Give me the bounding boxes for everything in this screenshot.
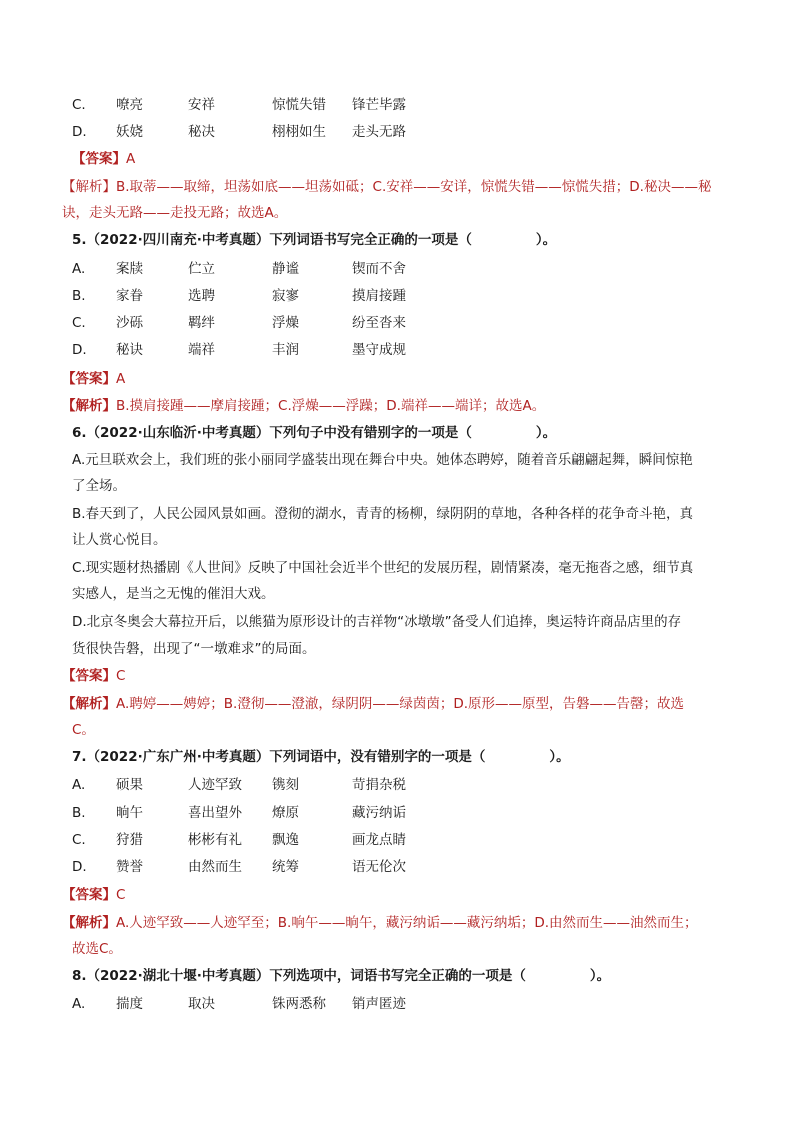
q6-option-c-line2: 实感人，是当之无愧的催泪大戏。 <box>72 586 275 602</box>
q7-answer: 【答案】C <box>62 887 126 903</box>
q5-option-b: B. 家眷 选聘 寂寥 摸肩接踵 <box>72 288 406 304</box>
q6-answer: 【答案】C <box>62 668 126 684</box>
q6-option-c-line1: C.现实题材热播剧《人世间》反映了中国社会近半个世纪的发展历程，剧情紧凑，毫无拖沓之感，细节真 <box>72 560 694 576</box>
q7-analysis-line2: 故选C。 <box>72 941 122 957</box>
q6-option-b-line1: B.春天到了，人民公园风景如画。澄彻的湖水，青青的杨柳，绿阴阴的草地，各种各样的花争奇斗艳，真 <box>72 506 694 522</box>
q7-analysis-line1: 【解析】A.人迹罕致——人迹罕至；B.响午——晌午，藏污纳诟——藏污纳垢；D.由然而生——油然而生； <box>62 915 698 931</box>
q8-option-a: A. 揣度 取决 铢两悉称 销声匿迹 <box>72 996 406 1012</box>
q6-option-a-line2: 了全场。 <box>72 478 126 494</box>
q5-answer: 【答案】A <box>62 371 126 387</box>
q6-option-a-line1: A.元旦联欢会上，我们班的张小丽同学盛装出现在舞台中央。她体态聘婷，随着音乐翩翩起舞，瞬间惊艳 <box>72 452 693 468</box>
q5-option-a: A. 案牍 伫立 静谧 锲而不舍 <box>72 261 406 277</box>
q7-option-d: D. 赞誉 由然而生 统筹 语无伦次 <box>72 859 406 875</box>
q4-answer: 【答案】A <box>72 151 136 167</box>
q6-stem: 6.（2022·山东临沂·中考真题）下列句子中没有错别字的一项是（ ）。 <box>72 425 557 441</box>
q7-stem: 7.（2022·广东广州·中考真题）下列词语中，没有错别字的一项是（ ）。 <box>72 749 570 765</box>
q5-analysis: 【解析】B.摸肩接踵——摩肩接踵；C.浮燥——浮躁；D.端祥——端详；故选A。 <box>62 398 546 414</box>
q5-stem: 5.（2022·四川南充·中考真题）下列词语书写完全正确的一项是（ ）。 <box>72 232 557 248</box>
q4-option-d: D. 妖娆 秘决 栩栩如生 走头无路 <box>72 124 406 140</box>
q4-option-c: C. 嘹亮 安祥 惊慌失错 锋芒毕露 <box>72 97 406 113</box>
q6-option-d-line1: D.北京冬奥会大幕拉开后，以熊猫为原形设计的吉祥物“冰墩墩”备受人们追捧，奥运特许商品店里的存 <box>72 614 682 630</box>
q6-analysis-line2: C。 <box>72 722 95 738</box>
q6-option-d-line2: 货很快告磐，出现了“一墩难求”的局面。 <box>72 641 316 657</box>
q6-option-b-line2: 让人赏心悦目。 <box>72 532 167 548</box>
q7-option-c: C. 狩猎 彬彬有礼 飘逸 画龙点睛 <box>72 832 406 848</box>
q4-analysis: 【解析】B.取蒂——取缔，坦荡如底——坦荡如砥；C.安祥——安详，惊慌失错——惊慌失措；D.秘决——秘诀，走头无路——走投无路；故选A。 <box>62 179 712 221</box>
q8-stem: 8.（2022·湖北十堰·中考真题）下列选项中，词语书写完全正确的一项是（ ）。 <box>72 968 611 984</box>
q7-option-a: A. 硕果 人迹罕致 镌刻 苛捐杂税 <box>72 777 406 793</box>
q7-option-b: B. 晌午 喜出望外 燎原 藏污纳诟 <box>72 805 406 821</box>
q5-option-d: D. 秘诀 端祥 丰润 墨守成规 <box>72 342 406 358</box>
q6-analysis-line1: 【解析】A.聘婷——娉婷；B.澄彻——澄澈，绿阴阴——绿茵茵；D.原形——原型，告磐——告罄；故选 <box>62 696 685 712</box>
q5-option-c: C. 沙砾 羁绊 浮燥 纷至沓来 <box>72 315 406 331</box>
